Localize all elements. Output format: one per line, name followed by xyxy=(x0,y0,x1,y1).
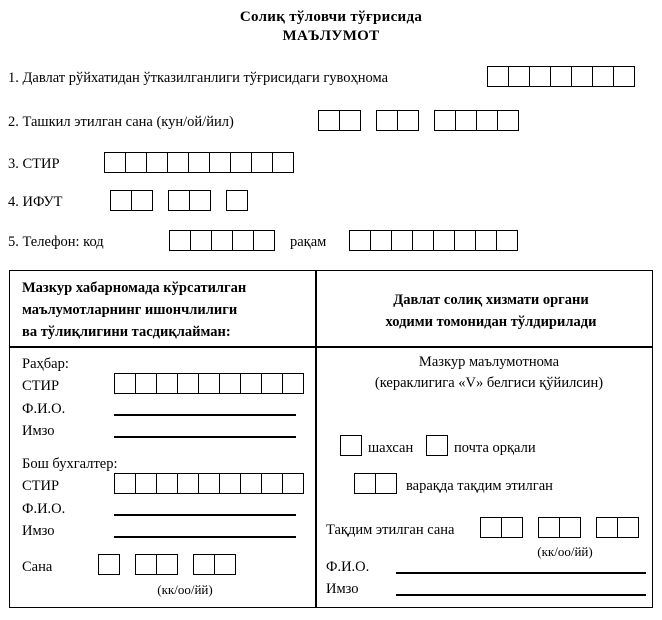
input-box[interactable] xyxy=(177,473,199,494)
question-4 xyxy=(8,192,62,213)
left-heading-line-2: маълумотларнинг ишончлилиги xyxy=(22,302,238,318)
checkbox-by-mail-label: почта орқали xyxy=(454,440,536,456)
input-box[interactable] xyxy=(480,517,502,538)
input-box[interactable] xyxy=(592,66,614,87)
date-label: Сана xyxy=(22,559,53,575)
input-box[interactable] xyxy=(455,110,477,131)
left-header-rule xyxy=(10,346,315,348)
accountant-fio-line[interactable] xyxy=(114,514,296,516)
submitted-day-boxes[interactable] xyxy=(480,517,523,538)
signature-panel xyxy=(9,270,653,608)
input-box[interactable] xyxy=(487,66,509,87)
input-box[interactable] xyxy=(188,152,210,173)
question-1-field[interactable] xyxy=(487,66,635,87)
input-box[interactable] xyxy=(156,373,178,394)
input-box[interactable] xyxy=(110,190,132,211)
question-5-number: 5. xyxy=(8,234,19,250)
input-box[interactable] xyxy=(167,152,189,173)
input-box[interactable] xyxy=(550,66,572,87)
accountant-section-title: Бош бухгалтер: xyxy=(22,456,118,472)
document-title xyxy=(0,8,662,46)
input-box[interactable] xyxy=(376,110,398,131)
question-4-label: ИФУТ xyxy=(22,194,63,210)
input-box[interactable] xyxy=(272,152,294,173)
pages-count-field[interactable] xyxy=(354,473,397,494)
input-box[interactable] xyxy=(125,152,147,173)
question-1-label: Давлат рўйхатидан ўтказилганлиги тўғрисидаги гувоҳнома xyxy=(22,70,389,86)
input-box[interactable] xyxy=(232,230,254,251)
left-panel-heading xyxy=(22,277,312,343)
input-box[interactable] xyxy=(538,517,560,538)
manager-fio-line[interactable] xyxy=(114,414,296,416)
right-note-line-1: Мазкур маълумотнома xyxy=(418,354,560,370)
input-box[interactable] xyxy=(391,230,413,251)
input-box[interactable] xyxy=(529,66,551,87)
question-2-label: Ташкил этилган сана (кун/ой/йил) xyxy=(22,114,234,130)
stir-boxes[interactable] xyxy=(104,152,294,173)
ifut-group-3[interactable] xyxy=(226,190,248,211)
question-4-number: 4. xyxy=(8,194,19,210)
input-box[interactable] xyxy=(219,473,241,494)
question-5-label: Телефон: код xyxy=(22,234,104,250)
input-box[interactable] xyxy=(496,230,518,251)
checkbox-by-mail-box[interactable] xyxy=(426,435,448,456)
question-2 xyxy=(8,112,234,133)
officer-imzo-label: Имзо xyxy=(326,581,359,597)
checkbox-by-mail[interactable] xyxy=(426,435,448,456)
document-page xyxy=(0,8,662,620)
accountant-imzo-label: Имзо xyxy=(22,523,55,539)
input-box[interactable] xyxy=(214,554,236,575)
accountant-stir-boxes[interactable] xyxy=(114,473,304,494)
input-box[interactable] xyxy=(261,473,283,494)
year-boxes[interactable] xyxy=(434,110,519,131)
submitted-date-field[interactable] xyxy=(480,517,639,538)
input-box[interactable] xyxy=(168,190,190,211)
manager-section-title: Раҳбар: xyxy=(22,356,69,372)
checkbox-in-person-box[interactable] xyxy=(340,435,362,456)
question-3-field[interactable] xyxy=(104,152,294,173)
submitted-date-format-hint: (кк/оо/йй) xyxy=(537,544,593,559)
right-heading-line-2: ходими томонидан тўлдирилади xyxy=(385,314,597,330)
ifut-group-1[interactable] xyxy=(110,190,153,211)
input-box[interactable] xyxy=(104,152,126,173)
input-box[interactable] xyxy=(226,190,248,211)
input-box[interactable] xyxy=(190,230,212,251)
input-box[interactable] xyxy=(198,473,220,494)
question-5 xyxy=(8,232,104,253)
input-box[interactable] xyxy=(282,373,304,394)
title-line-1: Солиқ тўловчи тўғрисида xyxy=(239,9,423,25)
input-box[interactable] xyxy=(193,554,215,575)
panel-divider xyxy=(315,271,317,607)
input-box[interactable] xyxy=(454,230,476,251)
question-2-number: 2. xyxy=(8,114,19,130)
right-panel-heading xyxy=(326,289,656,333)
right-note-line-2: (кераклигига «V» белгиси қўйилсин) xyxy=(374,375,604,391)
input-box[interactable] xyxy=(476,110,498,131)
manager-stir-label: СТИР xyxy=(22,378,60,394)
input-box[interactable] xyxy=(131,190,153,211)
manager-stir-boxes[interactable] xyxy=(114,373,304,394)
date-format-hint: (кк/оо/йй) xyxy=(157,582,213,597)
input-box[interactable] xyxy=(169,230,191,251)
input-box[interactable] xyxy=(617,517,639,538)
input-box[interactable] xyxy=(135,554,157,575)
phone-code-field[interactable] xyxy=(169,230,275,251)
question-1-number: 1. xyxy=(8,70,19,86)
input-box[interactable] xyxy=(251,152,273,173)
certificate-number-boxes[interactable] xyxy=(487,66,635,87)
input-box[interactable] xyxy=(339,110,361,131)
question-2-field[interactable] xyxy=(318,110,519,131)
pages-count-label: варақда тақдим этилган xyxy=(406,478,553,494)
input-box[interactable] xyxy=(114,473,136,494)
question-4-field[interactable] xyxy=(110,190,248,211)
left-heading-line-3: ва тўлиқлигини тасдиқлайман: xyxy=(22,324,231,340)
officer-fio-line[interactable] xyxy=(396,572,646,574)
date-day-boxes[interactable] xyxy=(98,554,120,575)
input-box[interactable] xyxy=(354,473,376,494)
input-box[interactable] xyxy=(318,110,340,131)
input-box[interactable] xyxy=(412,230,434,251)
manager-imzo-line[interactable] xyxy=(114,436,296,438)
input-box[interactable] xyxy=(433,230,455,251)
date-field[interactable] xyxy=(98,554,236,575)
input-box[interactable] xyxy=(240,373,262,394)
manager-fio-label: Ф.И.О. xyxy=(22,401,66,417)
manager-imzo-label: Имзо xyxy=(22,423,55,439)
ifut-group-2[interactable] xyxy=(168,190,211,211)
input-box[interactable] xyxy=(211,230,233,251)
input-box[interactable] xyxy=(98,554,120,575)
input-box[interactable] xyxy=(559,517,581,538)
question-3-number: 3. xyxy=(8,156,19,172)
input-box[interactable] xyxy=(340,435,362,456)
submitted-month-boxes[interactable] xyxy=(538,517,581,538)
submitted-year-boxes[interactable] xyxy=(596,517,639,538)
day-boxes[interactable] xyxy=(318,110,361,131)
input-box[interactable] xyxy=(156,554,178,575)
accountant-fio-label: Ф.И.О. xyxy=(22,501,66,517)
input-box[interactable] xyxy=(135,473,157,494)
checkbox-in-person[interactable] xyxy=(340,435,362,456)
input-box[interactable] xyxy=(497,110,519,131)
input-box[interactable] xyxy=(198,373,220,394)
input-box[interactable] xyxy=(596,517,618,538)
month-boxes[interactable] xyxy=(376,110,419,131)
input-box[interactable] xyxy=(253,230,275,251)
input-box[interactable] xyxy=(375,473,397,494)
input-box[interactable] xyxy=(508,66,530,87)
date-year-boxes[interactable] xyxy=(193,554,236,575)
input-box[interactable] xyxy=(613,66,635,87)
input-box[interactable] xyxy=(261,373,283,394)
input-box[interactable] xyxy=(146,152,168,173)
checkbox-in-person-label: шахсан xyxy=(368,440,414,456)
phone-number-field[interactable] xyxy=(349,230,518,251)
question-5-label-2: рақам xyxy=(290,234,327,250)
date-month-boxes[interactable] xyxy=(135,554,178,575)
input-box[interactable] xyxy=(114,373,136,394)
input-box[interactable] xyxy=(426,435,448,456)
input-box[interactable] xyxy=(349,230,371,251)
input-box[interactable] xyxy=(240,473,262,494)
input-box[interactable] xyxy=(189,190,211,211)
pages-count-boxes[interactable] xyxy=(354,473,397,494)
accountant-stir-label: СТИР xyxy=(22,478,60,494)
accountant-stir-field[interactable] xyxy=(114,473,304,494)
phone-number-boxes[interactable] xyxy=(349,230,518,251)
question-1 xyxy=(8,68,388,89)
right-header-rule xyxy=(316,346,653,348)
input-box[interactable] xyxy=(501,517,523,538)
input-box[interactable] xyxy=(571,66,593,87)
input-box[interactable] xyxy=(282,473,304,494)
officer-fio-label: Ф.И.О. xyxy=(326,559,370,575)
input-box[interactable] xyxy=(219,373,241,394)
question-3 xyxy=(8,154,60,175)
manager-stir-field[interactable] xyxy=(114,373,304,394)
officer-imzo-line[interactable] xyxy=(396,594,646,596)
input-box[interactable] xyxy=(370,230,392,251)
submitted-date-label: Тақдим этилган сана xyxy=(326,522,455,538)
left-heading-line-1: Мазкур хабарномада кўрсатилган xyxy=(22,280,247,296)
input-box[interactable] xyxy=(434,110,456,131)
accountant-imzo-line[interactable] xyxy=(114,536,296,538)
input-box[interactable] xyxy=(397,110,419,131)
input-box[interactable] xyxy=(209,152,231,173)
input-box[interactable] xyxy=(177,373,199,394)
phone-code-boxes[interactable] xyxy=(169,230,275,251)
input-box[interactable] xyxy=(156,473,178,494)
question-3-label: СТИР xyxy=(22,156,60,172)
title-line-2: МАЪЛУМОТ xyxy=(282,28,380,44)
input-box[interactable] xyxy=(230,152,252,173)
right-heading-line-1: Давлат солиқ хизмати органи xyxy=(393,292,589,308)
input-box[interactable] xyxy=(475,230,497,251)
input-box[interactable] xyxy=(135,373,157,394)
